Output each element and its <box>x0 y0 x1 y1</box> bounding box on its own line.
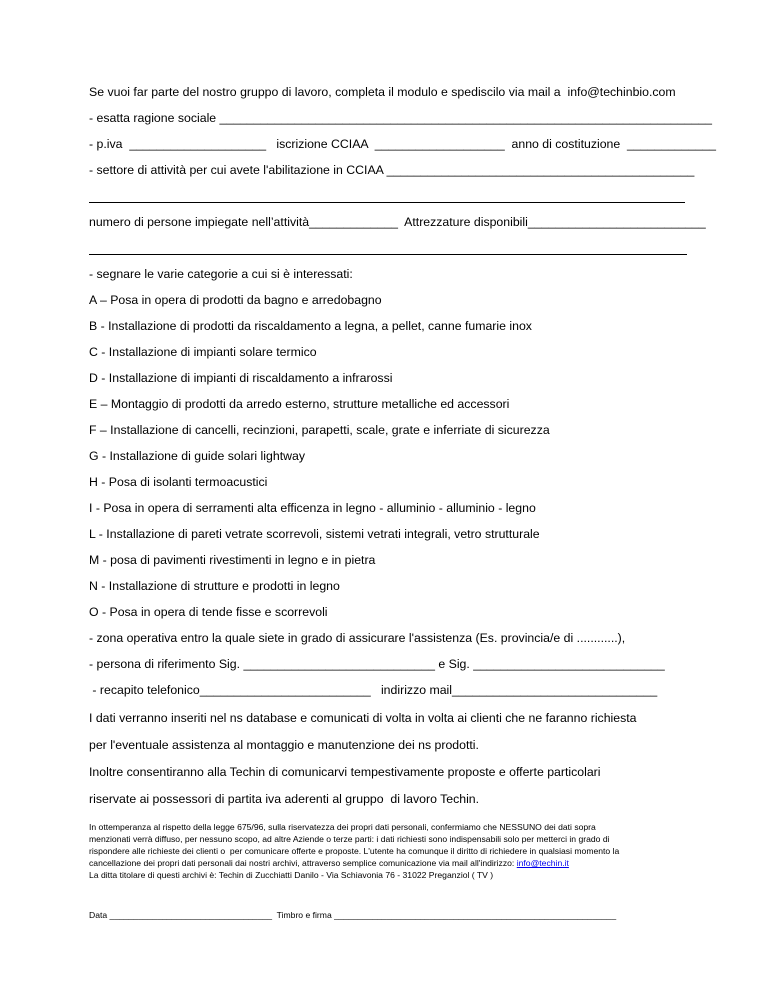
category-item[interactable]: I - Posa in opera di serramenti alta efficenza in legno - alluminio - alluminio - legno <box>89 501 536 515</box>
category-item[interactable]: G - Installazione di guide solari lightway <box>89 449 305 463</box>
recapito-field[interactable]: - recapito telefonico_________________________ indirizzo mail______________________________ <box>89 683 658 697</box>
ragione-sociale-field[interactable]: - esatta ragione sociale ________________________________________________________________________ <box>89 111 712 125</box>
persona-riferimento-field[interactable]: - persona di riferimento Sig. ____________________________ e Sig. ____________________________ <box>89 657 665 671</box>
zona-operativa-field[interactable]: - zona operativa entro la quale siete in grado di assicurare l'assistenza (Es. provincia/e di ............), <box>89 631 626 645</box>
category-item[interactable]: O - Posa in opera di tende fisse e scorrevoli <box>89 605 328 619</box>
privacy-email-link[interactable]: info@techin.it <box>516 858 569 868</box>
category-item[interactable]: E – Montaggio di prodotti da arredo esterno, strutture metalliche ed accessori <box>89 397 510 411</box>
info-paragraph-line: I dati verranno inseriti nel ns database e comunicati di volta in volta ai clienti che ne faranno richiesta <box>89 711 637 725</box>
persone-attrezzature-field[interactable]: numero di persone impiegate nell’attività_____________ Attrezzature disponibili__________________________ <box>89 215 706 229</box>
category-item[interactable]: L - Installazione di pareti vetrate scorrevoli, sistemi vetrati integrali, vetro strutturale <box>89 527 540 541</box>
intro-text: Se vuoi far parte del nostro gruppo di lavoro, completa il modulo e spediscilo via mail a info@techinbio.com <box>89 85 676 99</box>
category-item[interactable]: A – Posa in opera di prodotti da bagno e arredobagno <box>89 293 382 307</box>
category-item[interactable]: F – Installazione di cancelli, recinzioni, parapetti, scale, grate e inferriate di sicurezza <box>89 423 550 437</box>
privacy-text: cancellazione dei propri dati personali dai nostri archivi, attraverso semplice comunicazione via mail all'indirizzo: <box>89 858 517 868</box>
category-item[interactable]: C - Installazione di impianti solare termico <box>89 345 317 359</box>
category-item[interactable]: M - posa di pavimenti rivestimenti in legno e in pietra <box>89 553 376 567</box>
category-item[interactable]: D - Installazione di impianti di riscaldamento a infrarossi <box>89 371 393 385</box>
info-paragraph-line: riservate ai possessori di partita iva aderenti al gruppo di lavoro Techin. <box>89 792 480 806</box>
privacy-line: menzionati verrà diffuso, per nessuno scopo, ad altre Aziende o terze parti: i dati richiesti sono indispensabili solo per metterci in grado di <box>89 834 610 844</box>
privacy-line: In ottemperanza al rispetto della legge 675/96, sulla riservatezza dei propri dati personali, confermiamo che NESSUNO dei dati sopra <box>89 822 596 832</box>
signature-field[interactable]: Data __________________________________ Timbro e firma ___________________________________________________________ <box>89 910 617 920</box>
categories-intro: - segnare le varie categorie a cui si è interessati: <box>89 267 353 281</box>
settore-continuation-line[interactable] <box>89 202 685 203</box>
info-paragraph-line: per l'eventuale assistenza al montaggio e manutenzione dei ns prodotti. <box>89 738 479 752</box>
settore-field[interactable]: - settore di attività per cui avete l'abilitazione in CCIAA _____________________________________________ <box>89 163 695 177</box>
category-item[interactable]: H - Posa di isolanti termoacustici <box>89 475 268 489</box>
attrezzature-continuation-line[interactable] <box>89 254 687 255</box>
info-paragraph-line: Inoltre consentiranno alla Techin di comunicarvi tempestivamente proposte e offerte particolari <box>89 765 601 779</box>
category-item[interactable]: B - Installazione di prodotti da riscaldamento a legna, a pellet, canne fumarie inox <box>89 319 532 333</box>
privacy-line: rispondere alle richieste dei clienti o per comunicare offerte e proposte. L'utente ha comunque il diritto di richiedere in qualsiasi momento la <box>89 846 620 856</box>
privacy-line: La ditta titolare di questi archivi è: Techin di Zucchiatti Danilo - Via Schiavonia 76 - 31022 Preganziol ( TV ) <box>89 870 494 880</box>
privacy-line <box>89 857 569 869</box>
category-item[interactable]: N - Installazione di strutture e prodotti in legno <box>89 579 340 593</box>
piva-cciaa-field[interactable]: - p.iva ____________________ iscrizione CCIAA ___________________ anno di costituzione _____________ <box>89 137 716 151</box>
